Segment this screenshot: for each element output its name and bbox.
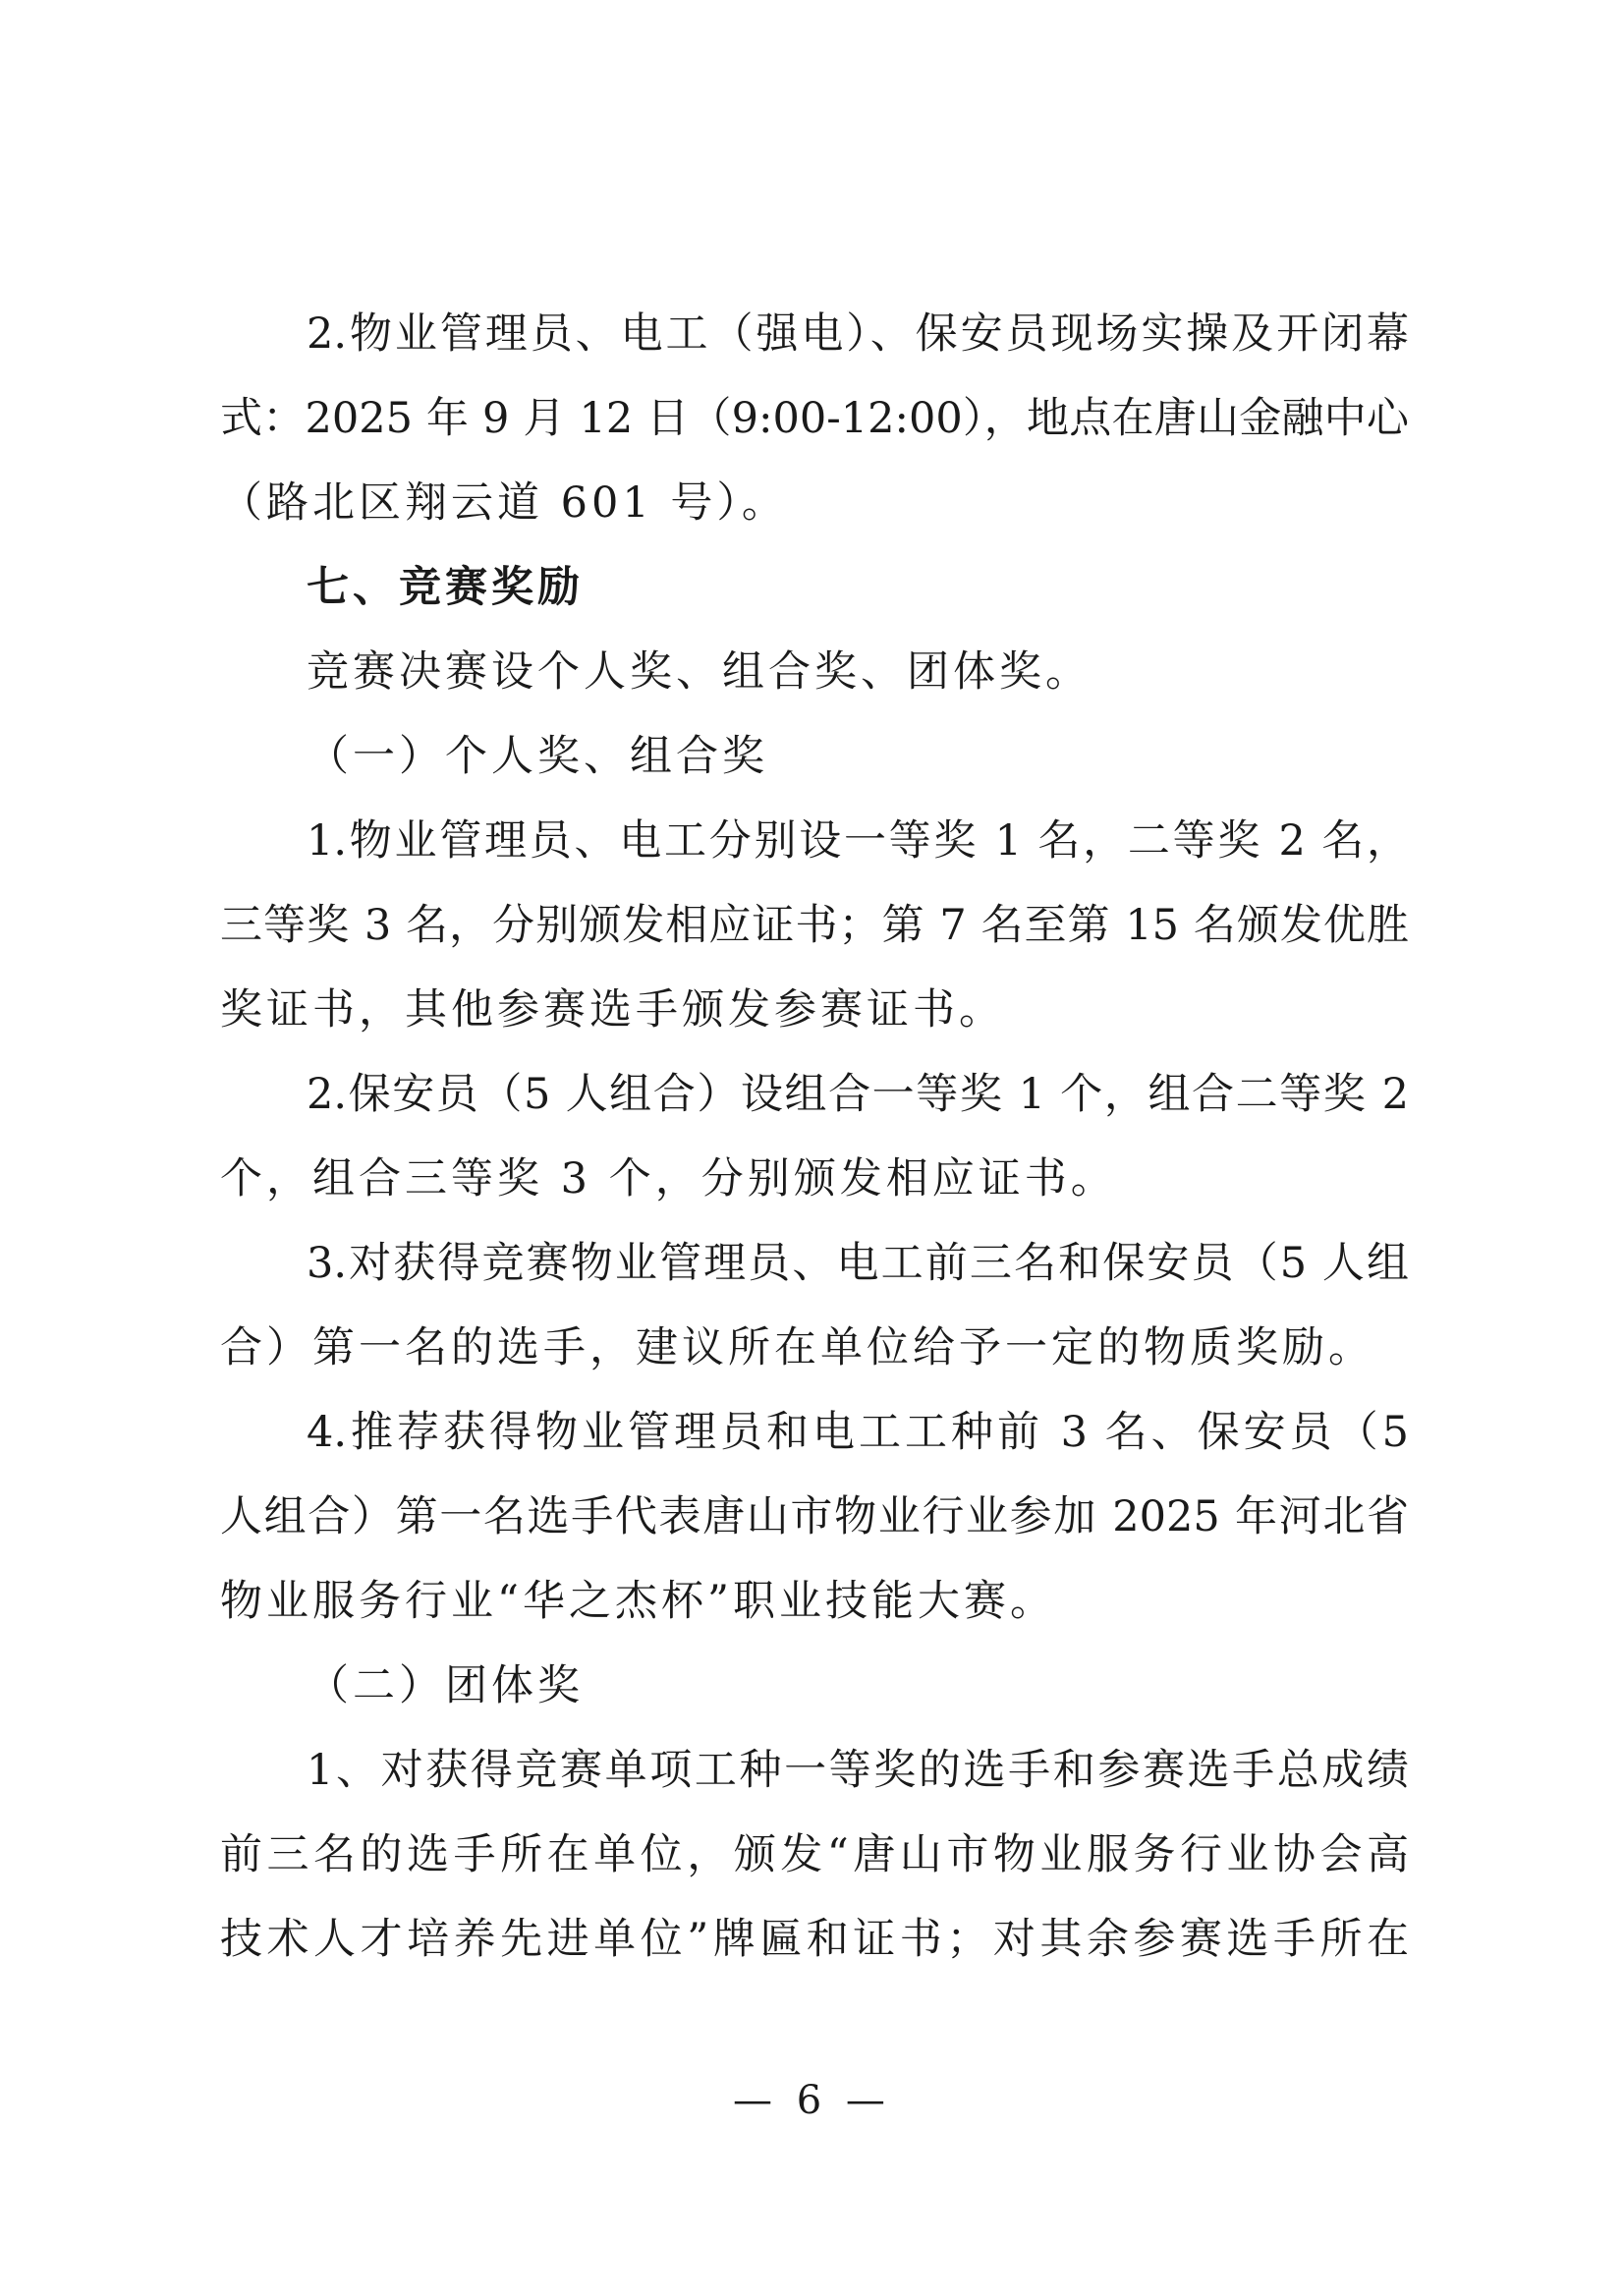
paragraph-line: 物业服务行业“华之杰杯”职业技能大赛。 xyxy=(220,1577,1056,1626)
page-number: — 6 — xyxy=(733,2078,891,2123)
section-heading: 七、竞赛奖励 xyxy=(307,563,584,612)
paragraph-line: 4.推荐获得物业管理员和电工工种前 3 名、保安员（5 xyxy=(307,1408,1409,1457)
paragraph-line: 2.物业管理员、电工（强电）、保安员现场实操及开闭幕 xyxy=(307,309,1409,359)
paragraph-line: 3.对获得竞赛物业管理员、电工前三名和保安员（5 人组 xyxy=(307,1239,1409,1288)
paragraph-line: 1.物业管理员、电工分别设一等奖 1 名，二等奖 2 名， xyxy=(307,816,1409,866)
paragraph-line: 合）第一名的选手，建议所在单位给予一定的物质奖励。 xyxy=(220,1323,1374,1372)
paragraph-line: 三等奖 3 名，分别颁发相应证书；第 7 名至第 15 名颁发优胜 xyxy=(220,901,1409,950)
paragraph-line: 前三名的选手所在单位，颁发“唐山市物业服务行业协会高 xyxy=(220,1830,1409,1879)
paragraph-line: 竞赛决赛设个人奖、组合奖、团体奖。 xyxy=(307,647,1092,697)
subsection-heading: （二）团体奖 xyxy=(307,1661,584,1710)
paragraph-line: 技术人才培养先进单位”牌匾和证书；对其余参赛选手所在 xyxy=(220,1915,1409,1964)
paragraph-line: （路北区翔云道 601 号）。 xyxy=(220,478,788,528)
paragraph-line: 1、对获得竞赛单项工种一等奖的选手和参赛选手总成绩 xyxy=(307,1746,1409,1795)
paragraph-line: 个，组合三等奖 3 个，分别颁发相应证书。 xyxy=(220,1154,1117,1203)
paragraph-line: 人组合）第一名选手代表唐山市物业行业参加 2025 年河北省 xyxy=(220,1492,1409,1541)
paragraph-line: 奖证书，其他参赛选手颁发参赛证书。 xyxy=(220,985,1005,1035)
subsection-heading: （一）个人奖、组合奖 xyxy=(307,732,768,781)
paragraph-line: 2.保安员（5 人组合）设组合一等奖 1 个，组合二等奖 2 xyxy=(307,1070,1409,1119)
paragraph-line: 式：2025 年 9 月 12 日（9:00-12:00），地点在唐山金融中心 xyxy=(220,394,1409,443)
